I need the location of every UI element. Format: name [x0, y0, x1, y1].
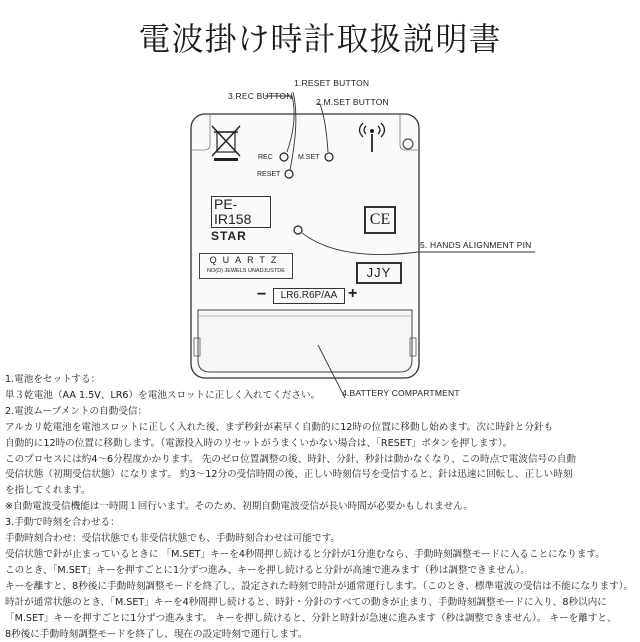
instruction-line: 単３乾電池（AA 1.5V、LR6）を電池スロットに正しく入れてください。 — [5, 388, 637, 404]
battery-type: LR6.R6P/AA — [273, 288, 345, 304]
instruction-line: 1.電池をセットする： — [5, 372, 637, 388]
instruction-line: ※自動電波受信機能は一時間１回行います。そのため、初期自動電波受信が長い時間が必要かもしれません。 — [5, 499, 637, 515]
model-block — [211, 196, 271, 243]
mset-button — [325, 153, 333, 161]
battery-cover — [198, 310, 412, 372]
reset-button-label: 1.RESET BUTTON — [294, 78, 369, 88]
model-code: PE-IR158 — [211, 196, 271, 228]
battery-minus: − — [257, 286, 266, 304]
instruction-line: 手動時刻合わせ：受信状態でも非受信状態でも、手動時刻合わせは可能です。 — [5, 531, 637, 547]
instruction-line: キーを離すと、8秒後に手動時刻調整モードを終了し、設定された時刻で時計が通常運行します。（このとき、標準電波の受信は不能になります）。 — [5, 579, 637, 595]
battery-plus: + — [348, 285, 357, 303]
mset-text: M.SET — [298, 154, 319, 161]
reset-button — [285, 170, 293, 178]
reset-text: RESET — [257, 171, 280, 178]
instruction-line: 2.電波ムーブメントの自動受信： — [5, 404, 637, 420]
instruction-line: 8秒後に手動時刻調整モードを終了し、現在の設定時刻で運行します。 — [5, 627, 637, 642]
instruction-line: アルカリ乾電池を電池スロットに正しく入れた後、まず秒針が素早く自動的に12時の位置に移動し始めます。次に時針と分針も — [5, 420, 637, 436]
instruction-line: 時計が通常状態のとき、「M.SET」キーを4秒間押し続けると、時針・分針のすべての動きが止まり、手動時刻調整モードに入り、8秒以内に — [5, 595, 637, 611]
hands-alignment-pin — [294, 226, 302, 234]
instruction-line: 「M.SET」キーを押すごとに1分ずつ進みます。 キーを押し続けると、分針と時針が急速に進みます（秒は調整できません）。 キーを離すと、 — [5, 611, 637, 627]
ce-mark: CE — [364, 206, 396, 234]
quartz-box — [199, 253, 293, 279]
brand-logo: STAR — [211, 229, 271, 243]
battery-compartment-label: 4.BATTERY COMPARTMENT — [342, 388, 460, 398]
instruction-line: このプロセスには約4〜6分程度かかります。 先のゼロ位置調整の後、時針、分針、秒針は動かなくなり、この時点で電波信号の自動 — [5, 452, 637, 468]
rec-text: REC — [258, 154, 273, 161]
rec-button — [280, 153, 288, 161]
mset-button-label: 2.M.SET BUTTON — [316, 97, 389, 107]
quartz-subtext: NO(D) JEWELS UNADJUSTDE — [200, 268, 292, 274]
instruction-line: を指してくれます。 — [5, 483, 637, 499]
instruction-line: 3.手動で時刻を合わせる： — [5, 515, 637, 531]
instruction-line: 受信状態で針が止まっているときに 「M.SET」キーを4秒間押し続けると分針が1分進むなら、手動時刻調整モードに入ることになります。 — [5, 547, 637, 563]
instructions-text — [5, 372, 637, 642]
instruction-line: このとき、「M.SET」キーを押すごとに1分ずつ進み、キーを押し続けると分針が高速で進みます（秒は調整できません）。 — [5, 563, 637, 579]
instruction-line: 受信状態（初期受信状態）になります。 約3〜12分の受信時間の後、正しい時刻信号を受信すると、針は迅速に回転し、正しい時刻 — [5, 467, 637, 483]
instruction-line: 自動的に12時の位置に移動します。（電源投入時のリセットがうまくいかない場合は、「RESET」ボタンを押します）。 — [5, 436, 637, 452]
jjy-badge: JJY — [356, 262, 402, 284]
hands-pin-label: 5. HANDS ALIGNMENT PIN — [420, 240, 531, 250]
page-title: 電波掛け時計取扱説明書 — [0, 14, 640, 60]
rec-button-label: 3.REC BUTTON — [228, 91, 293, 101]
quartz-text: QUARTZ — [200, 255, 292, 265]
